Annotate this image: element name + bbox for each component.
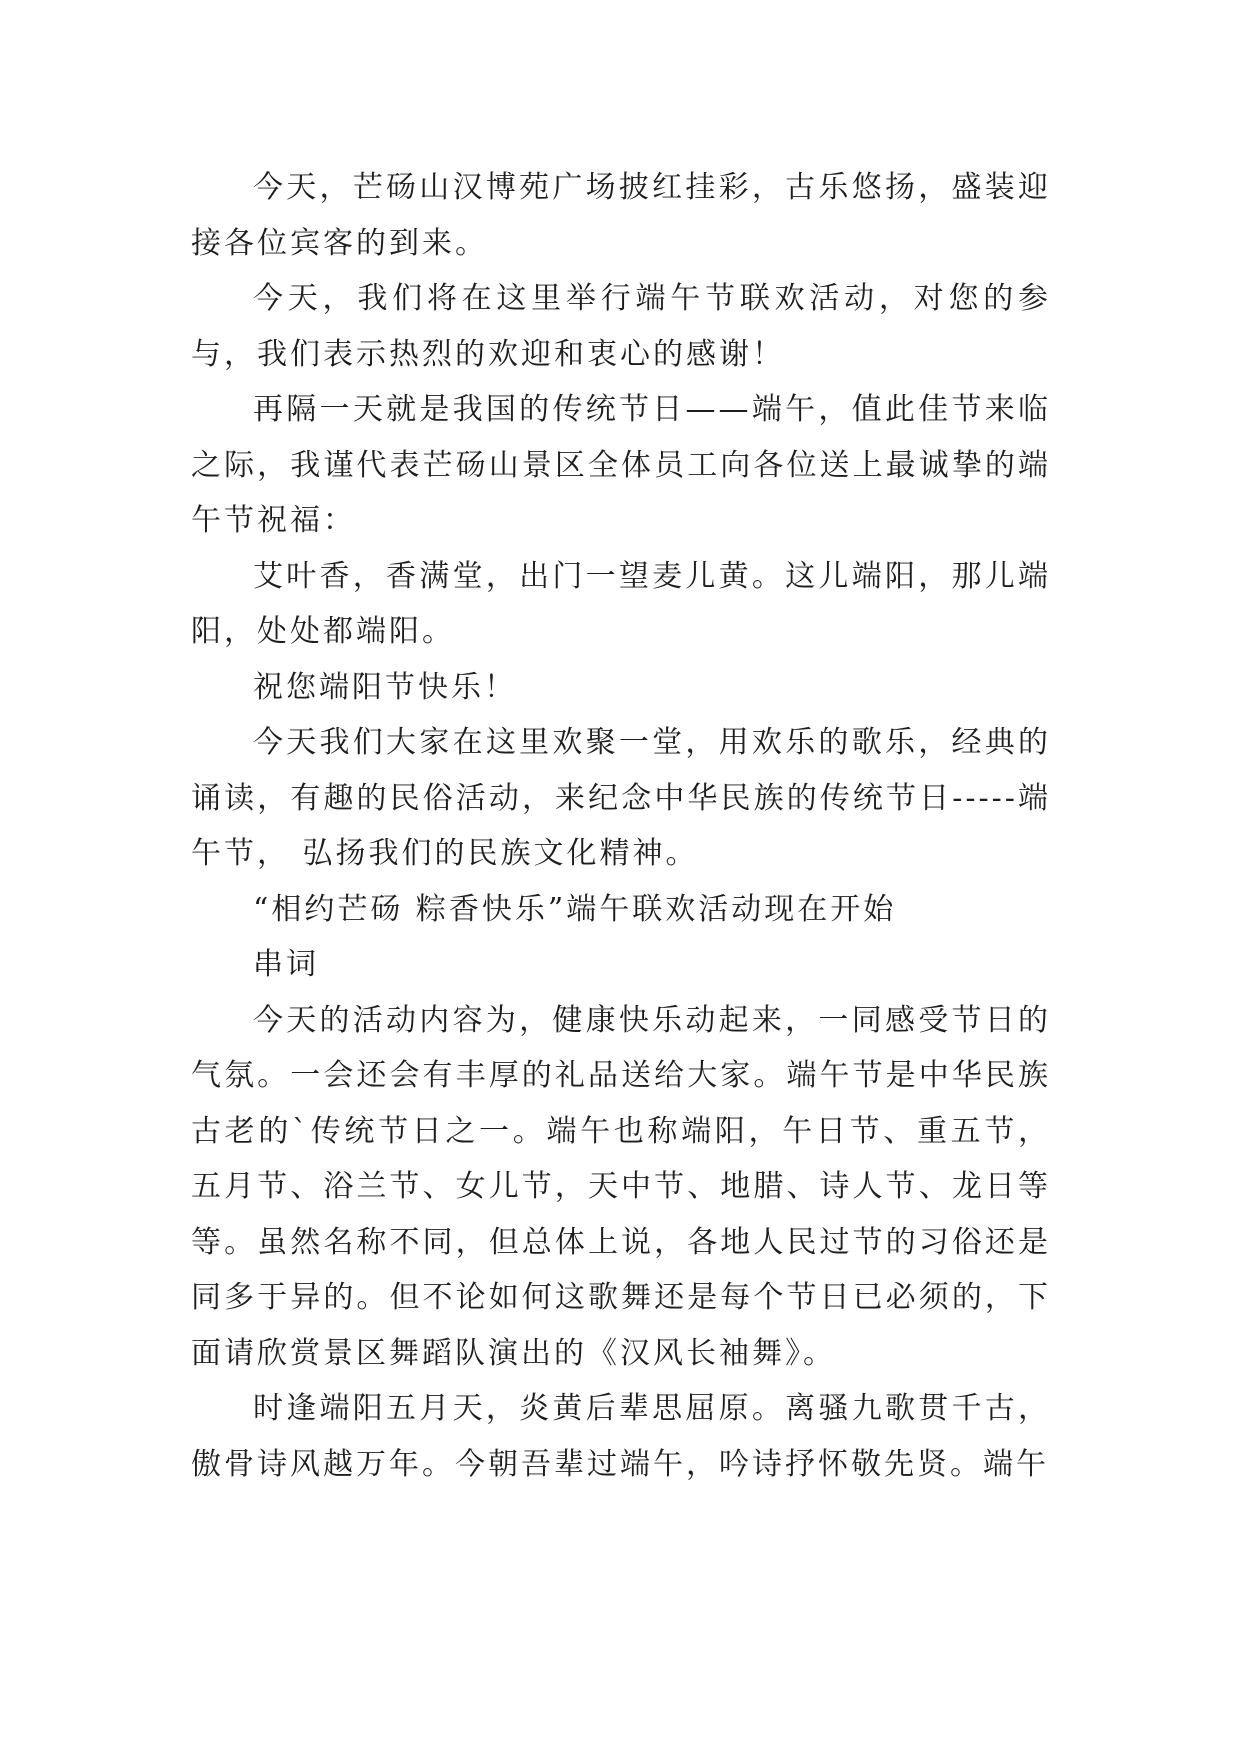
paragraph: 今天的活动内容为，健康快乐动起来，一同感受节日的气氛。一会还会有丰厚的礼品送给大家。端午节是中华民族古老的`传统节日之一。端午也称端阳，午日节、重五节，五月节、浴兰节、女儿节，天中节、地腊、诗人节、龙日等等。虽然名称不同，但总体上说，各地人民过节的习俗还是同多于异的。但不论如何这歌舞还是每个节日已必须的，下面请欣赏景区舞蹈队演出的《汉风长袖舞》。 bbox=[191, 1002, 1051, 1371]
paragraph: 祝您端阳节快乐！ bbox=[253, 669, 517, 705]
paragraph: 今天我们大家在这里欢聚一堂，用欢乐的歌乐，经典的诵读，有趣的民俗活动，来纪念中华民族的传统节日-----端午节， 弘扬我们的民族文化精神。 bbox=[191, 725, 1051, 871]
paragraph: 艾叶香，香满堂，出门一望麦儿黄。这儿端阳，那儿端阳，处处都端阳。 bbox=[191, 558, 1051, 649]
paragraph: 今天，我们将在这里举行端午节联欢活动，对您的参与，我们表示热烈的欢迎和衷心的感谢！ bbox=[191, 281, 1051, 372]
document-body bbox=[191, 160, 1051, 1492]
paragraph: 串词 bbox=[253, 947, 319, 982]
paragraph: 时逢端阳五月天，炎黄后辈思屈原。离骚九歌贯千古，傲骨诗风越万年。今朝吾辈过端午，吟诗抒怀敬先贤。端午 bbox=[191, 1391, 1051, 1482]
paragraph: 再隔一天就是我国的传统节日——端午，值此佳节来临之际，我谨代表芒砀山景区全体员工向各位送上最诚挚的端午节祝福： bbox=[191, 392, 1051, 538]
paragraph: 今天，芒砀山汉博苑广场披红挂彩，古乐悠扬，盛装迎接各位宾客的到来。 bbox=[191, 170, 1051, 261]
paragraph: “相约芒砀 粽香快乐”端午联欢活动现在开始 bbox=[253, 891, 897, 927]
